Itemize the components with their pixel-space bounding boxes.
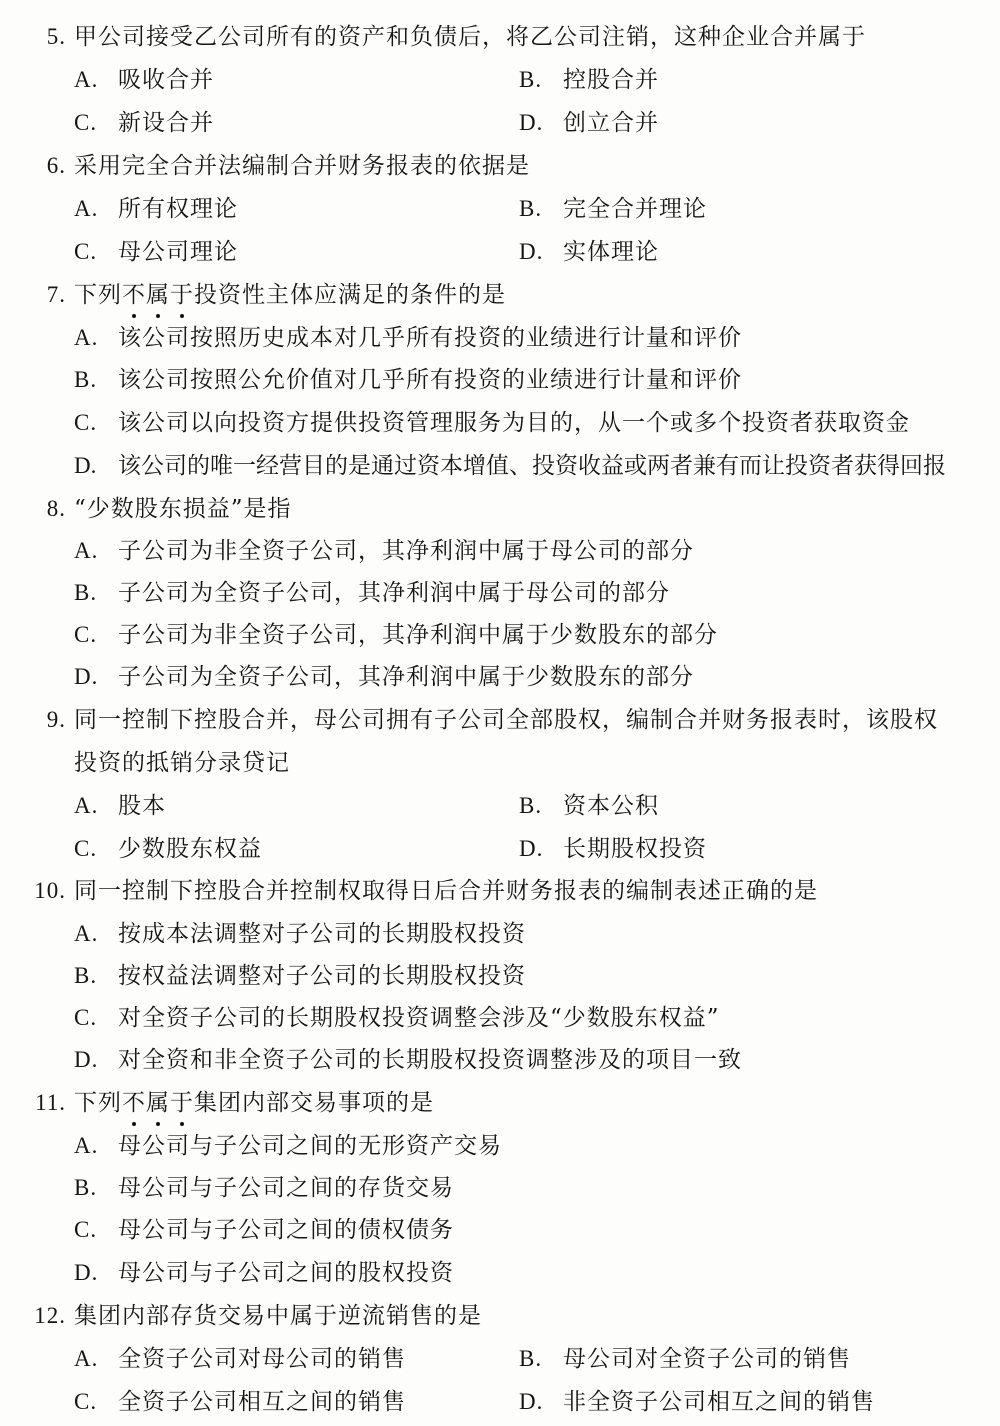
option-letter: D. <box>74 664 99 689</box>
question-5-option-d <box>519 104 659 137</box>
question-11-option-c <box>74 1211 454 1244</box>
question-12-option-c <box>74 1383 406 1416</box>
question-9-stem <box>0 701 938 734</box>
question-text: 下列 <box>74 282 122 308</box>
question-number: 8. <box>46 496 66 521</box>
option-text: 母公司与子公司之间的无形资产交易 <box>118 1133 502 1159</box>
option-text: 新设合并 <box>118 110 214 136</box>
option-letter: D. <box>74 1047 99 1072</box>
question-8-option-a <box>74 532 694 565</box>
question-7-option-b <box>74 361 742 394</box>
option-letter: A. <box>74 1346 99 1371</box>
question-5-option-b <box>519 61 659 94</box>
option-text: 按权益法调整对子公司的长期股权投资 <box>118 963 526 989</box>
option-letter: B. <box>74 367 98 392</box>
option-text: 该公司以向投资方提供投资管理服务为目的，从一个或多个投资者获取资金 <box>118 410 910 436</box>
question-11-stem <box>0 1084 434 1117</box>
question-number: 12. <box>34 1303 66 1328</box>
option-text: 吸收合并 <box>118 67 214 93</box>
question-7-option-d <box>74 447 946 480</box>
option-text: 所有权理论 <box>118 196 238 222</box>
question-number: 10. <box>34 878 66 903</box>
option-letter: A. <box>74 196 99 221</box>
option-letter: A. <box>74 1133 99 1158</box>
question-7-stem <box>0 276 506 309</box>
option-text: 对全资和非全资子公司的长期股权投资调整涉及的项目一致 <box>118 1047 742 1073</box>
option-letter: B. <box>74 1175 98 1200</box>
option-text: 非全资子公司相互之间的销售 <box>563 1389 875 1415</box>
option-text: 该公司按照历史成本对几乎所有投资的业绩进行计量和评价 <box>118 325 742 351</box>
question-10-stem <box>0 872 818 905</box>
option-letter: C. <box>74 836 98 861</box>
emphasis-char: 不 <box>122 1084 146 1117</box>
option-letter: B. <box>519 1346 543 1371</box>
question-7-option-a <box>74 319 742 352</box>
question-12-option-a <box>74 1340 406 1373</box>
question-8-option-d <box>74 658 694 691</box>
question-5-stem <box>0 18 866 51</box>
option-text: 子公司为全资子公司，其净利润中属于母公司的部分 <box>118 580 670 606</box>
emphasis-char: 属 <box>146 276 170 309</box>
option-letter: A. <box>74 325 99 350</box>
question-10-option-d <box>74 1041 742 1074</box>
option-letter: C. <box>74 1005 98 1030</box>
emphasis-char: 不 <box>122 276 146 309</box>
question-6-option-a <box>74 190 238 223</box>
option-letter: D. <box>519 110 544 135</box>
option-letter: B. <box>74 963 98 988</box>
option-text: 母公司对全资子公司的销售 <box>563 1346 851 1372</box>
question-6-option-c <box>74 233 238 266</box>
option-letter: D. <box>519 1389 544 1414</box>
option-letter: A. <box>74 921 99 946</box>
question-text: 同一控制下控股合并控制权取得日后合并财务报表的编制表述正确的是 <box>74 878 818 904</box>
question-text: 同一控制下控股合并，母公司拥有子公司全部股权，编制合并财务报表时，该股权 <box>74 707 938 733</box>
question-11-option-b <box>74 1169 454 1202</box>
option-text: 子公司为非全资子公司，其净利润中属于少数股东的部分 <box>118 622 718 648</box>
question-5-option-c <box>74 104 214 137</box>
question-text: 集团内部存货交易中属于逆流销售的是 <box>74 1303 482 1329</box>
question-12-option-b <box>519 1340 851 1373</box>
option-letter: A. <box>74 67 99 92</box>
option-text: 创立合并 <box>563 110 659 136</box>
question-text: 甲公司接受乙公司所有的资产和负债后，将乙公司注销，这种企业合并属于 <box>74 24 866 50</box>
option-text: 长期股权投资 <box>563 836 707 862</box>
option-letter: D. <box>74 1260 99 1285</box>
option-text: 资本公积 <box>563 793 659 819</box>
question-9-option-d <box>519 830 707 863</box>
question-number: 5. <box>46 24 66 49</box>
option-letter: B. <box>74 580 98 605</box>
question-text: 下列 <box>74 1090 122 1116</box>
option-letter: C. <box>74 239 98 264</box>
question-9-stem-continuation: 投资的抵销分录贷记 <box>74 750 290 776</box>
question-6-option-d <box>519 233 659 266</box>
option-letter: A. <box>74 538 99 563</box>
option-text: 完全合并理论 <box>563 196 707 222</box>
option-letter: C. <box>74 110 98 135</box>
question-8-option-c <box>74 616 718 649</box>
option-letter: C. <box>74 1217 98 1242</box>
option-text: 股本 <box>118 793 166 819</box>
emphasis-char: 于 <box>170 1084 194 1117</box>
question-number: 7. <box>46 282 66 307</box>
option-text: 子公司为全资子公司，其净利润中属于少数股东的部分 <box>118 664 694 690</box>
option-letter: A. <box>74 793 99 818</box>
question-10-option-b <box>74 957 526 990</box>
question-6-option-b <box>519 190 707 223</box>
option-text: 全资子公司对母公司的销售 <box>118 1346 406 1372</box>
option-letter: C. <box>74 1389 98 1414</box>
option-text: 少数股东权益 <box>118 836 262 862</box>
option-text: 按成本法调整对子公司的长期股权投资 <box>118 921 526 947</box>
option-letter: B. <box>519 67 543 92</box>
option-text: 子公司为非全资子公司，其净利润中属于母公司的部分 <box>118 538 694 564</box>
option-letter: D. <box>519 239 544 264</box>
option-text: 全资子公司相互之间的销售 <box>118 1389 406 1415</box>
question-text: 投资性主体应满足的条件的是 <box>194 282 506 308</box>
option-letter: C. <box>74 622 98 647</box>
question-9-option-a <box>74 787 166 820</box>
option-letter: D. <box>74 453 97 478</box>
option-text: 母公司与子公司之间的存货交易 <box>118 1175 454 1201</box>
option-text: 母公司与子公司之间的股权投资 <box>118 1260 454 1286</box>
emphasis-char: 于 <box>170 276 194 309</box>
question-12-stem <box>0 1297 482 1330</box>
question-12-option-d <box>519 1383 875 1416</box>
question-9-option-c <box>74 830 262 863</box>
question-10-option-a <box>74 915 526 948</box>
question-5-option-a <box>74 61 214 94</box>
question-8-option-b <box>74 574 670 607</box>
option-letter: C. <box>74 410 98 435</box>
question-8-stem <box>0 490 292 523</box>
question-7-option-c <box>74 404 910 437</box>
option-text: 该公司的唯一经营目的是通过资本增值、投资收益或两者兼有而让投资者获得回报 <box>118 453 946 479</box>
option-letter: B. <box>519 196 543 221</box>
question-9-option-b <box>519 787 659 820</box>
option-letter: D. <box>519 836 544 861</box>
question-10-option-c <box>74 999 720 1032</box>
question-number: 9. <box>46 707 66 732</box>
question-number: 11. <box>35 1090 66 1115</box>
question-text: 采用完全合并法编制合并财务报表的依据是 <box>74 153 530 179</box>
option-text: 该公司按照公允价值对几乎所有投资的业绩进行计量和评价 <box>118 367 742 393</box>
option-letter: B. <box>519 793 543 818</box>
question-11-option-a <box>74 1127 502 1160</box>
option-text: 实体理论 <box>563 239 659 265</box>
question-text: “少数股东损益”是指 <box>74 496 292 522</box>
question-number: 6. <box>46 153 66 178</box>
option-text: 控股合并 <box>563 67 659 93</box>
question-6-stem <box>0 147 530 180</box>
option-text: 母公司与子公司之间的债权债务 <box>118 1217 454 1243</box>
option-text: 对全资子公司的长期股权投资调整会涉及“少数股东权益” <box>118 1005 720 1031</box>
question-text: 集团内部交易事项的是 <box>194 1090 434 1116</box>
option-text: 母公司理论 <box>118 239 238 265</box>
question-11-option-d <box>74 1254 454 1287</box>
emphasis-char: 属 <box>146 1084 170 1117</box>
